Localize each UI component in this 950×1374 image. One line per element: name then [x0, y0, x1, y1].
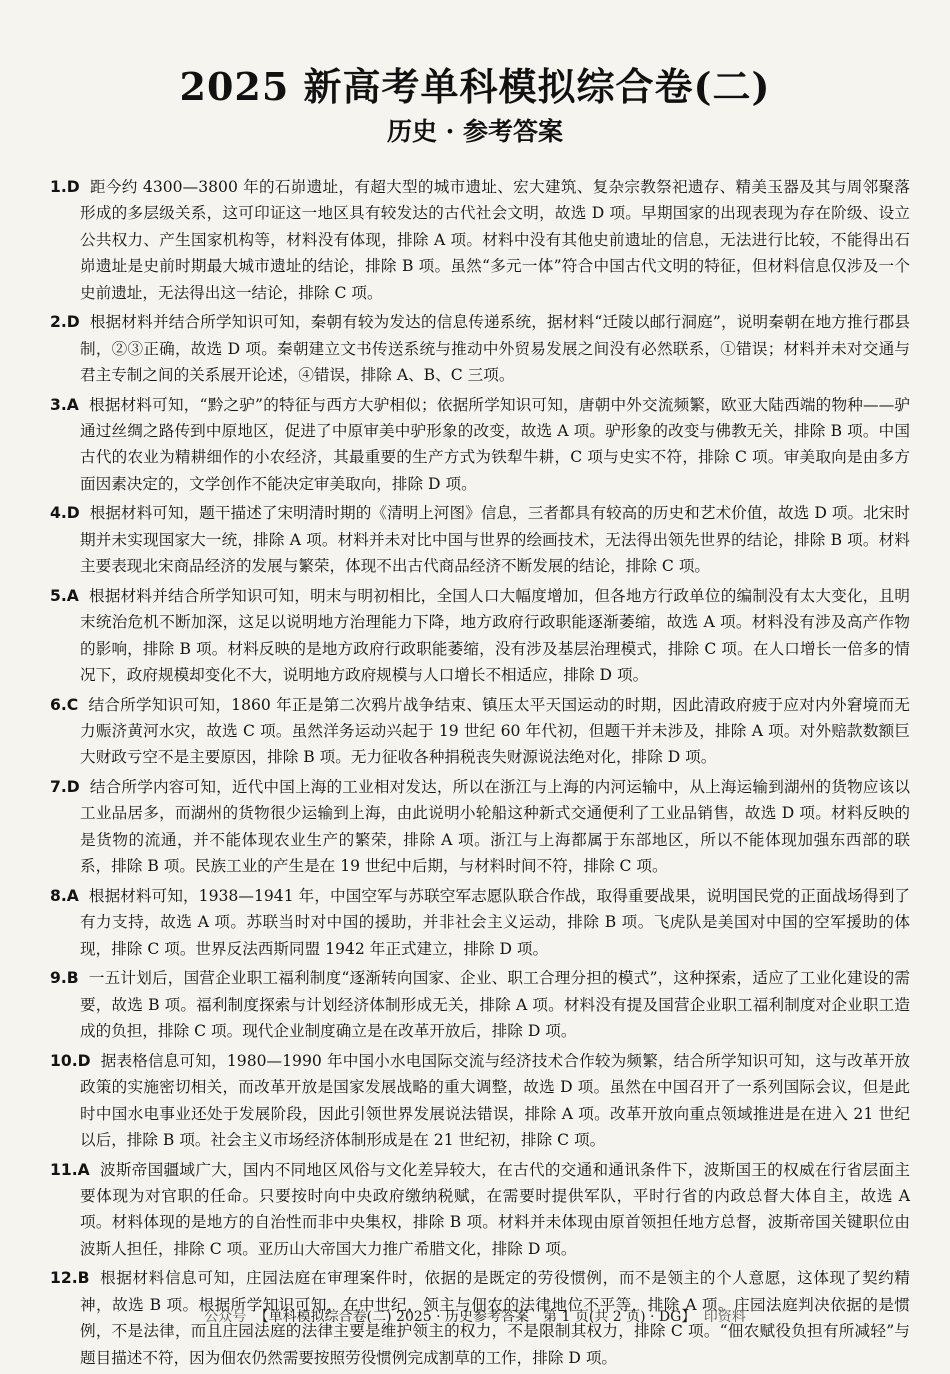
answer-text: 结合所学内容可知，近代中国上海的工业相对发达，所以在浙江与上海的内河运输中，从上海运输到湖州的货物应该以工业品居多，而湖州的货物很少运输到上海，由此说明小轮船这种新式交通便利了工业品销售，故选 D 项。材料反映的是货物的流通，并不能体现农业生产的繁荣，排除 A 项。浙江与上海都属于东部地区，所以不能体现加强东西部的联系，排除 B 项。民族工业的产生是在 19 世纪中后期，与材料时间不符，排除 C 项。 — [80, 778, 910, 876]
answer-number: 7.D — [50, 778, 80, 797]
footer-left: 公众号 — [204, 1309, 247, 1325]
footer-right: 印资料 — [703, 1309, 746, 1325]
answer-text: 根据材料并结合所学知识可知，秦朝有较为发达的信息传递系统，据材料“迁陵以邮行洞庭”，说明秦朝在地方推行郡县制，②③正确，故选 D 项。秦朝建立文书传送系统与推动中外贸易发展之间没有必然联系，①错误；材料并未对交通与君主专制之间的关系展开论述，④错误，排除 A、B、C 三项。 — [80, 313, 910, 385]
answer-item — [50, 883, 910, 962]
answer-item — [50, 1157, 910, 1263]
answer-number: 12.B — [50, 1269, 90, 1288]
answer-item — [50, 174, 910, 306]
answer-number: 1.D — [50, 178, 80, 196]
footer-center: 【单科模拟综合卷(二) 2025 · 历史参考答案 第 1 页(共 2 页) · DG】 — [254, 1309, 696, 1325]
answer-item — [50, 965, 910, 1044]
answer-number: 8.A — [50, 886, 79, 905]
answer-item — [50, 692, 910, 771]
answer-number: 2.D — [50, 313, 80, 332]
answer-text: 距今约 4300—3800 年的石峁遗址，有超大型的城市遗址、宏大建筑、复杂宗教祭祀遗存、精美玉器及其与周邻聚落形成的多层级关系，这可印证这一地区具有较发达的古代社会文明，故选 D 项。早期国家的出现表现为存在阶级、设立公共权力、产生国家机构等，材料没有体现，排除 A 项。材料中没有其他史前遗址的信息，无法进行比较，不能得出石峁遗址是史前时期最大城市遗址的结论，排除 B 项。虽然“多元一体”符合中国古代文明的特征，但材料信息仅涉及一个史前遗址，无法得出这一结论，排除 C 项。 — [80, 178, 910, 302]
answer-text: 波斯帝国疆域广大，国内不同地区风俗与文化差异较大，在古代的交通和通讯条件下，波斯国王的权威在行省层面主要体现为对官职的任命。只要按时向中央政府缴纳税赋，在需要时提供军队，平时行省的内政总督大体自主，故选 A 项。材料体现的是地方的自治性而非中央集权，排除 B 项。材料并未体现由原首领担任地方总督，波斯帝国关键职位由波斯人担任，排除 C 项。亚历山大帝国大力推广希腊文化，排除 D 项。 — [80, 1160, 910, 1258]
answer-number: 6.C — [50, 695, 79, 714]
answer-item — [50, 774, 910, 880]
answer-number: 3.A — [50, 395, 79, 414]
page-title: 2025 新高考单科模拟综合卷(二) — [179, 64, 771, 109]
page-footer — [0, 1306, 950, 1326]
answer-text: 根据材料并结合所学知识可知，明末与明初相比，全国人口大幅度增加，但各地方行政单位的编制没有太大变化，且明末统治危机不断加深，这足以说明地方治理能力下降，地方政府行政职能逐渐萎缩，故选 A 项。材料没有涉及高产作物的影响，排除 B 项。材料反映的是地方政府行政职能萎缩，没有涉及基层治理模式，排除 C 项。在人口增长一倍多的情况下，政府规模却变化不大，说明地方政府规模与人口增长不相适应，排除 D 项。 — [80, 586, 910, 685]
answer-text: 据表格信息可知，1980—1990 年中国小水电国际交流与经济技术合作较为频繁，结合所学知识可知，这与改革开放政策的实施密切相关，而改革开放是国家发展战略的重大调整，故选 D 项。虽然在中国召开了一系列国际会议，但是此时中国水电事业还处于发展阶段，因此引领世界发展说法错误，排除 A 项。改革开放向重点领域推进是在进入 21 世纪以后，排除 B 项。社会主义市场经济体制形成是在 21 世纪初，排除 C 项。 — [80, 1051, 910, 1149]
answer-number: 11.A — [50, 1160, 90, 1179]
answer-number: 9.B — [50, 969, 79, 988]
answer-number: 10.D — [50, 1051, 91, 1070]
answer-text: 结合所学知识可知，1860 年正是第二次鸦片战争结束、镇压太平天国运动的时期，因此清政府疲于应对内外窘境而无力赈济黄河水灾，故选 C 项。虽然洋务运动兴起于 19 世纪 60 年代初，但题干并未涉及，排除 A 项。对外赔款数额巨大财政亏空不是主要原因，排除 B 项。无力征收各种捐税丧失财源说法绝对化，排除 D 项。 — [80, 695, 910, 767]
answer-number: 5.A — [50, 586, 79, 605]
page-subtitle: 历史 · 参考答案 — [386, 117, 564, 146]
answer-item — [50, 309, 910, 388]
answer-item — [50, 500, 910, 579]
answer-number: 4.D — [50, 504, 80, 523]
answer-item — [50, 392, 910, 498]
answer-text: 一五计划后，国营企业职工福利制度“逐渐转向国家、企业、职工合理分担的模式”，这种探索，适应了工业化建设的需要，故选 B 项。福利制度探索与计划经济体制形成无关，排除 A 项。材料没有提及国营企业职工福利制度对企业职工造成的负担，排除 C 项。现代企业制度确立是在改革开放后，排除 D 项。 — [80, 969, 910, 1041]
answer-text: 根据材料可知，“黔之驴”的特征与西方大驴相似；依据所学知识可知，唐朝中外交流频繁，欧亚大陆西端的物种——驴通过丝绸之路传到中原地区，促进了中原审美中驴形象的改变，故选 A 项。驴形象的改变与佛教无关，排除 B 项。中国古代的农业为精耕细作的小农经济，其最重要的生产方式为铁犁牛耕，C 项与史实不符，排除 C 项。审美取向是由多方面因素决定的，文学创作不能决定审美取向，排除 D 项。 — [80, 395, 910, 493]
answer-text: 根据材料信息可知，庄园法庭在审理案件时，依据的是既定的劳役惯例，而不是领主的个人意愿，这体现了契约精神，故选 B 项。根据所学知识可知，在中世纪，领主与佃农的法律地位不平等，排除 A 项。庄园法庭判决依据的是惯例，不是法律，而且庄园法庭的法律主要是维护领主的权力，不是限制其权力，排除 C 项。“佃农赋役负担有所减轻”与题目描述不符，因为佃农仍然需要按照劳役惯例完成割草的工作，排除 D 项。 — [80, 1269, 910, 1367]
answer-text: 根据材料可知，题干描述了宋明清时期的《清明上河图》信息，三者都具有较高的历史和艺术价值，故选 D 项。北宋时期并未实现国家大一统，排除 A 项。材料并未对比中国与世界的绘画技术，无法得出领先世界的结论，排除 B 项。材料主要表现北宋商品经济的发展与繁荣，体现不出古代商品经济不断发展的结论，排除 C 项。 — [80, 504, 910, 576]
answer-text: 根据材料可知，1938—1941 年，中国空军与苏联空军志愿队联合作战，取得重要战果，说明国民党的正面战场得到了有力支持，故选 A 项。苏联当时对中国的援助，并非社会主义运动，排除 B 项。飞虎队是美国对中国的空军援助的体现，排除 C 项。世界反法西斯同盟 1942 年正式建立，排除 D 项。 — [80, 886, 910, 958]
answer-item — [50, 583, 910, 689]
answer-item — [50, 1048, 910, 1154]
answer-list — [50, 174, 910, 1374]
